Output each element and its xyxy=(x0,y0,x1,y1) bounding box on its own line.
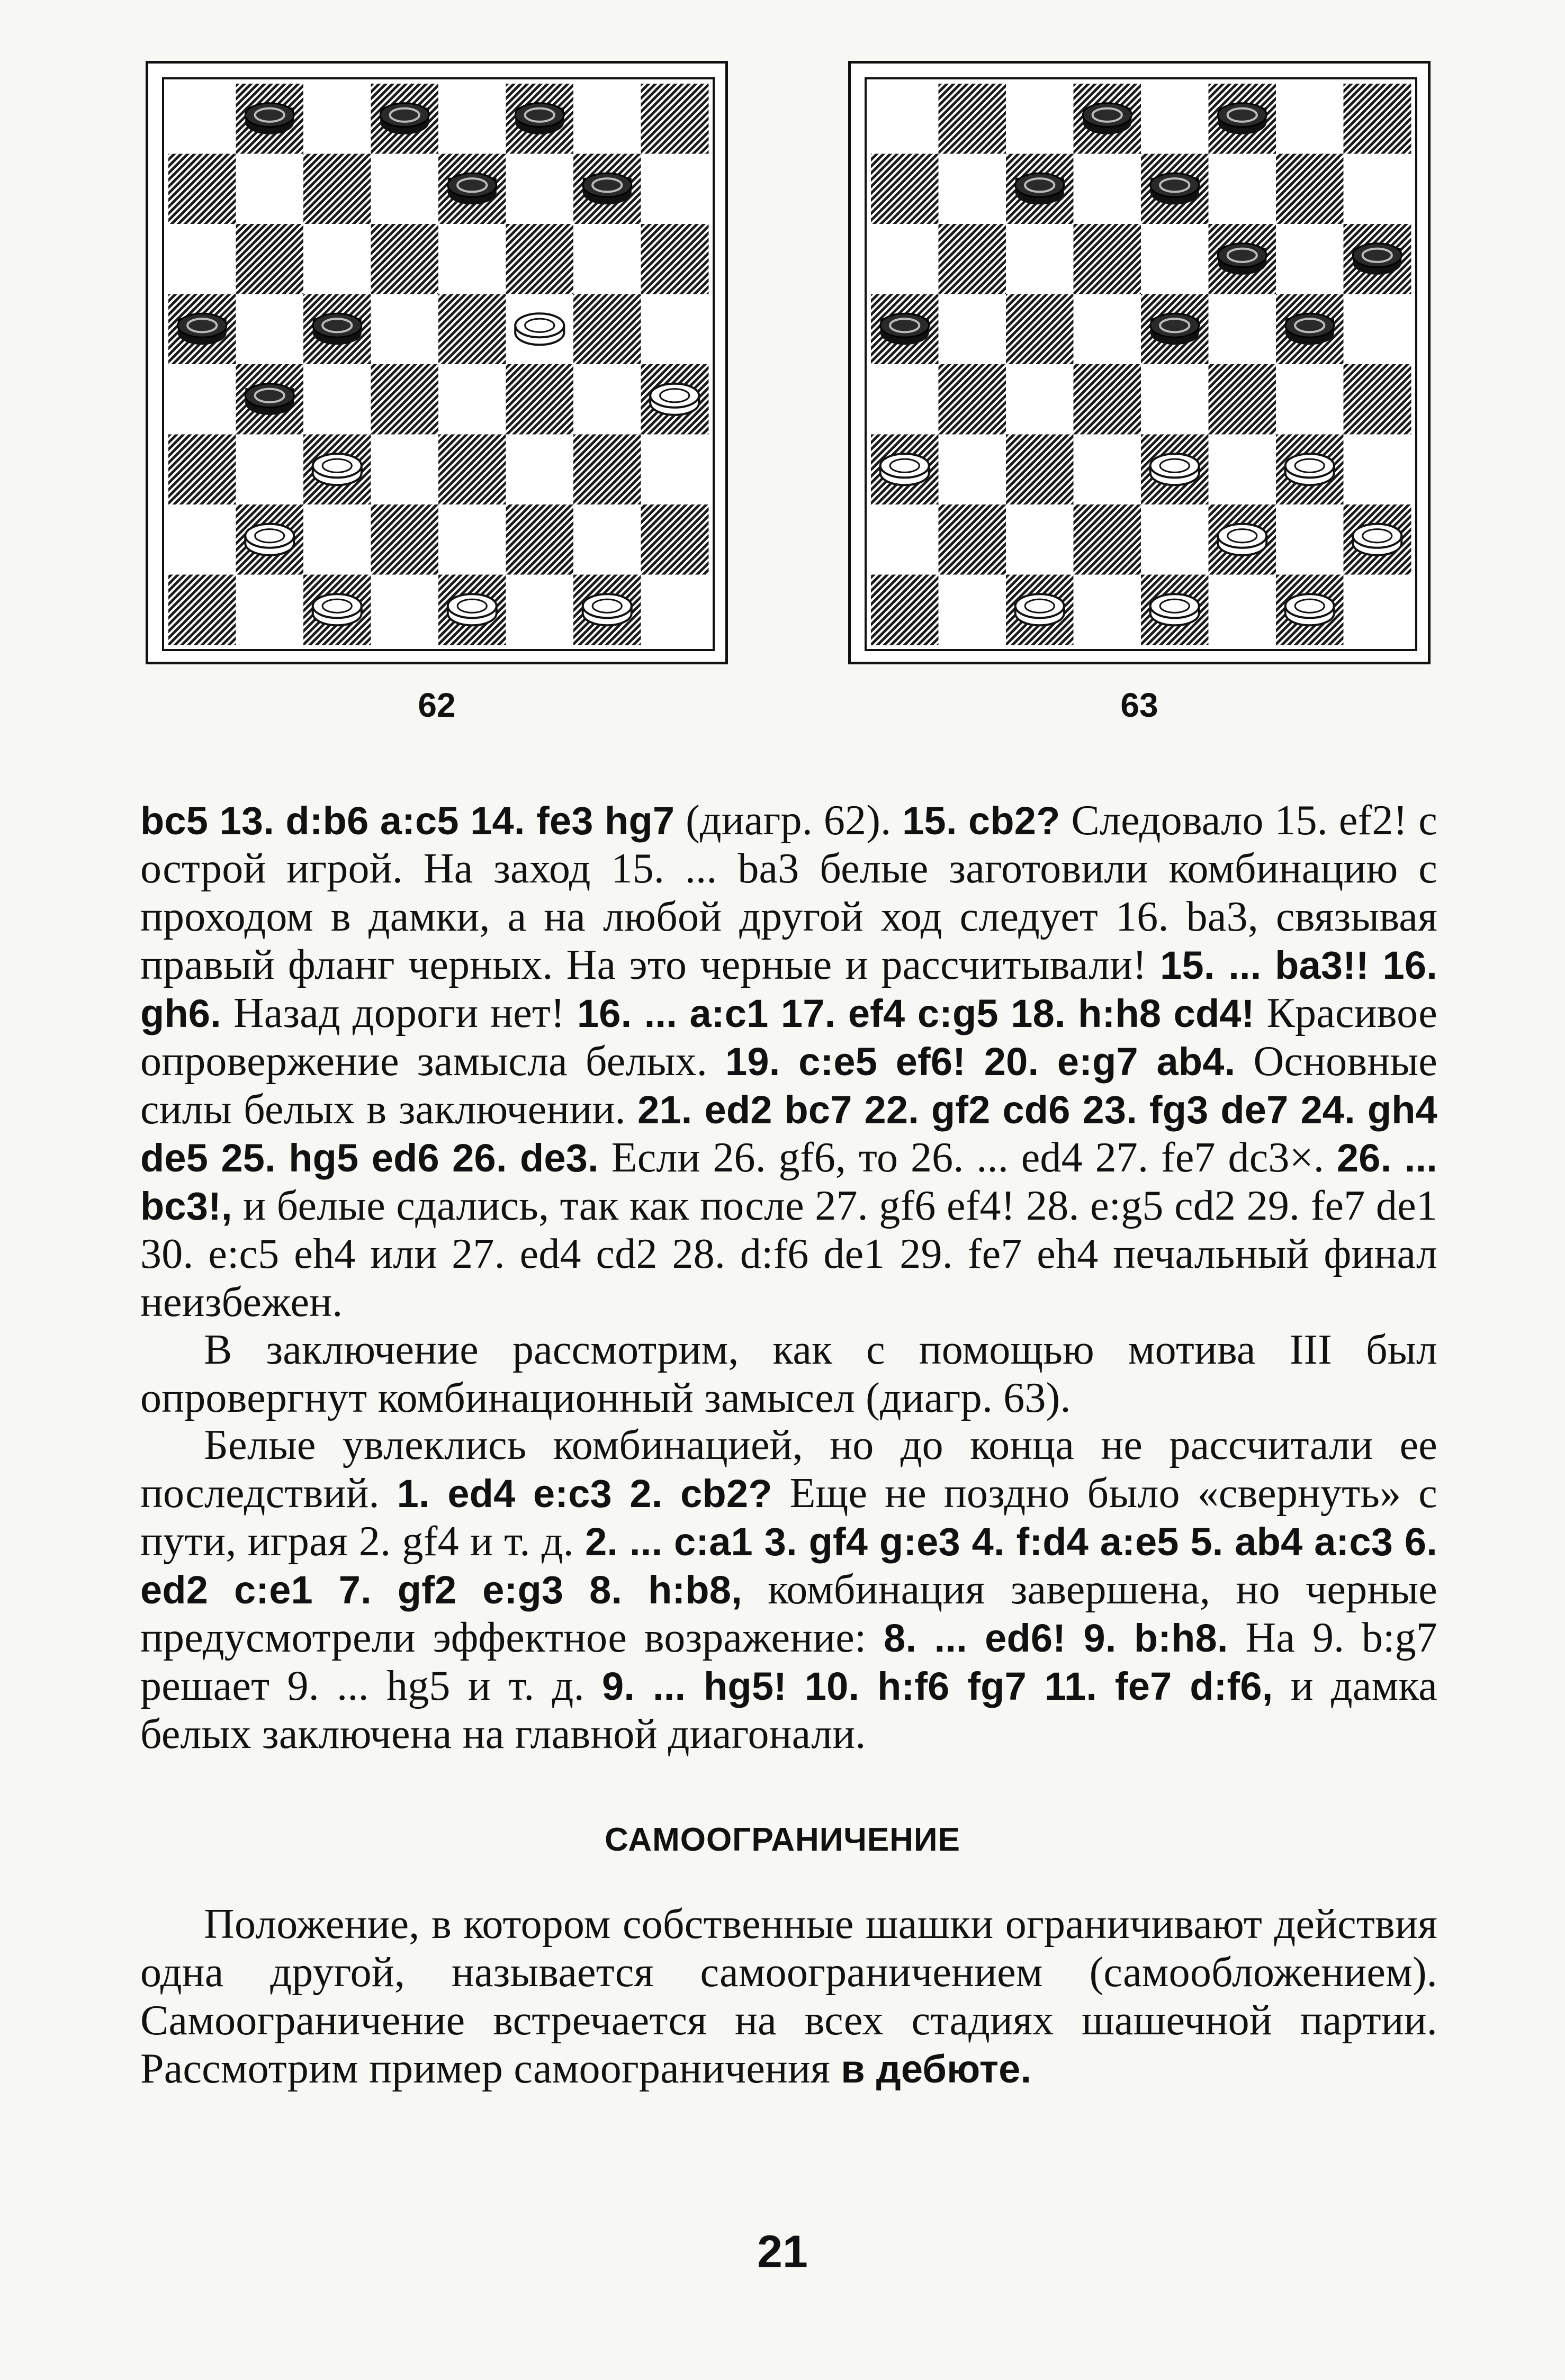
dark-square xyxy=(641,504,709,575)
dark-square xyxy=(1074,364,1141,435)
light-square xyxy=(371,575,439,645)
move-notation: 19. c:e5 ef6! 20. e:g7 ab4. xyxy=(725,1040,1236,1084)
light-square xyxy=(1006,84,1074,154)
light-square xyxy=(573,364,641,435)
dark-square xyxy=(371,224,439,294)
light-square xyxy=(1209,435,1276,505)
white-checker-e3 xyxy=(1150,454,1199,485)
light-square xyxy=(871,364,939,435)
squares xyxy=(168,84,709,645)
black-checker-g5 xyxy=(1285,313,1334,345)
dark-square xyxy=(939,224,1006,294)
light-square xyxy=(1276,504,1344,575)
black-checker-b8 xyxy=(245,103,294,134)
white-checker-g1 xyxy=(1285,594,1334,625)
light-square xyxy=(1344,575,1411,645)
light-square xyxy=(236,435,304,505)
dark-square xyxy=(1276,154,1344,224)
light-square xyxy=(1344,294,1411,365)
light-square xyxy=(303,364,371,435)
black-checker-e5 xyxy=(1150,313,1199,345)
light-square xyxy=(939,154,1006,224)
light-square xyxy=(438,504,506,575)
move-notation: 8. ... ed6! 9. b:h8. xyxy=(884,1616,1228,1660)
light-square xyxy=(939,435,1006,505)
light-square xyxy=(371,154,439,224)
light-square xyxy=(641,575,709,645)
dark-square xyxy=(168,575,236,645)
paragraph-game-analysis xyxy=(140,797,1437,1327)
move-notation: 15. cb2? xyxy=(902,799,1060,843)
text-run: Если 26. gf6, то 26. ... ed4 27. fe7 dc3×. xyxy=(598,1134,1337,1181)
black-checker-f6 xyxy=(1218,244,1266,275)
black-checker-f8 xyxy=(515,103,564,134)
text-run: Белые увлеклись комбинацией, но до конца не рассчитали ее последствий. xyxy=(140,1422,1437,1517)
dark-square xyxy=(1209,364,1276,435)
dark-square xyxy=(168,435,236,505)
light-square xyxy=(506,435,574,505)
text-run: и белые сдались, так как после 27. gf6 ef4! 28. e:g5 cd2 29. fe7 de1 30. e:c5 eh4 или 27. ed4 cd2 28. d:f6 de1 29. fe7 eh4 печальный финал неизбежен. xyxy=(140,1183,1437,1326)
dark-square xyxy=(939,84,1006,154)
light-square xyxy=(303,84,371,154)
light-square xyxy=(573,224,641,294)
black-checker-d8 xyxy=(1083,103,1131,134)
text-run: В заключение рассмотрим, как с помощью мотива III был опровергнут комбинационный замысел (диагр. 63). xyxy=(140,1327,1437,1421)
black-checker-a5 xyxy=(178,313,227,345)
light-square xyxy=(371,435,439,505)
light-square xyxy=(236,154,304,224)
dark-square xyxy=(168,154,236,224)
black-checker-b4 xyxy=(245,384,294,415)
light-square xyxy=(168,364,236,435)
dark-square xyxy=(641,224,709,294)
dark-square xyxy=(939,364,1006,435)
light-square xyxy=(1006,364,1074,435)
light-square xyxy=(1141,84,1209,154)
light-square xyxy=(1344,154,1411,224)
dark-square xyxy=(641,84,709,154)
move-notation: 21. ed2 bc7 22. gf2 cd6 23. fg3 de7 24. gh4 de5 25. hg5 ed6 26. de3. xyxy=(140,1088,1438,1180)
black-checker-g7 xyxy=(583,173,632,204)
light-square xyxy=(573,84,641,154)
white-checker-e1 xyxy=(448,594,497,625)
light-square xyxy=(1209,154,1276,224)
paragraph-self-restriction xyxy=(140,1900,1437,2093)
move-notation: 16. ... a:c1 17. ef4 c:g5 18. h:h8 cd4! xyxy=(577,991,1255,1035)
dark-square xyxy=(573,435,641,505)
black-checker-f8 xyxy=(1218,103,1266,134)
text-run: Следовало 15. ef2! с острой игрой. На заход 15. ... ba3 белые заготовили комбинацию с проходом в дамки, а на любой другой ход следует 16. ba3, связывая правый фланг черных. На это черные и рассчитывали! xyxy=(140,797,1438,988)
light-square xyxy=(168,224,236,294)
dark-square xyxy=(573,294,641,365)
black-checker-h6 xyxy=(1353,244,1401,275)
light-square xyxy=(1074,435,1141,505)
light-square xyxy=(939,294,1006,365)
text-run: Красивое опровержение замысла белых. xyxy=(140,990,1437,1085)
dark-square xyxy=(1074,504,1141,575)
light-square xyxy=(371,294,439,365)
text-run: На 9. b:g7 решает 9. ... hg5 и т. д. xyxy=(140,1615,1438,1709)
light-square xyxy=(1074,294,1141,365)
white-checker-a3 xyxy=(880,454,929,485)
light-square xyxy=(303,504,371,575)
dark-square xyxy=(871,154,939,224)
light-square xyxy=(1276,224,1344,294)
light-square xyxy=(1141,504,1209,575)
move-notation: в дебюте. xyxy=(841,2047,1032,2091)
move-notation: 1. ed4 e:c3 2. cb2? xyxy=(397,1472,772,1516)
move-notation: bc5 13. d:b6 a:c5 14. fe3 hg7 xyxy=(140,799,675,843)
light-square xyxy=(438,224,506,294)
dark-square xyxy=(1344,84,1411,154)
black-checker-c5 xyxy=(313,313,362,345)
dark-square xyxy=(1006,294,1074,365)
dark-square xyxy=(1344,364,1411,435)
paragraph-intro-diagram-63 xyxy=(140,1326,1437,1422)
dark-square xyxy=(303,154,371,224)
move-notation: 2. ... c:a1 3. gf4 g:e3 4. f:d4 a:e5 5. ab4 a:c3 6. ed2 c:e1 7. gf2 e:g3 8. h:b8, xyxy=(140,1520,1437,1612)
white-checker-e1 xyxy=(1150,594,1199,625)
light-square xyxy=(1074,575,1141,645)
black-checker-e7 xyxy=(1150,173,1199,204)
light-square xyxy=(871,504,939,575)
light-square xyxy=(1074,154,1141,224)
black-checker-d8 xyxy=(380,103,429,134)
dark-square xyxy=(871,575,939,645)
dark-square xyxy=(506,504,574,575)
light-square xyxy=(236,575,304,645)
page-number: 21 xyxy=(757,2226,808,2277)
light-square xyxy=(939,575,1006,645)
light-square xyxy=(1276,84,1344,154)
light-square xyxy=(871,84,939,154)
section-title: САМООГРАНИЧЕНИЕ xyxy=(605,1822,960,1858)
dark-square xyxy=(1074,224,1141,294)
light-square xyxy=(168,84,236,154)
white-checker-g3 xyxy=(1285,454,1334,485)
text-run: Еще не поздно было «свернуть» с пути, играя 2. gf4 и т. д. xyxy=(140,1470,1437,1565)
text-run: Положение, в котором собственные шашки ограничивают действия одна другой, называется самоограничением (самообложением). Самоограничение встречается на всех стадиях шашечной партии. Рассмотрим пример самоограничения xyxy=(140,1901,1437,2092)
text-run: комбинация завершена, но черные предусмотрели эффектное возражение: xyxy=(140,1566,1437,1661)
dark-square xyxy=(236,224,304,294)
white-checker-c3 xyxy=(313,454,362,485)
light-square xyxy=(303,224,371,294)
light-square xyxy=(438,84,506,154)
light-square xyxy=(1209,294,1276,365)
light-square xyxy=(641,294,709,365)
light-square xyxy=(641,154,709,224)
diagram-caption: 62 xyxy=(418,686,456,724)
light-square xyxy=(1006,224,1074,294)
white-checker-c1 xyxy=(1015,594,1064,625)
light-square xyxy=(573,504,641,575)
text-run: и дамка белых заключена на главной диагонали. xyxy=(140,1663,1437,1757)
light-square xyxy=(438,364,506,435)
text-run: (диагр. 62). xyxy=(674,797,903,844)
light-square xyxy=(168,504,236,575)
move-notation: 26. ... bc3!, xyxy=(140,1136,1437,1228)
squares xyxy=(871,84,1411,645)
white-checker-b2 xyxy=(245,524,294,555)
checkers-board xyxy=(146,61,728,664)
light-square xyxy=(1141,364,1209,435)
light-square xyxy=(1344,435,1411,505)
text-run: Назад дороги нет! xyxy=(221,990,577,1036)
light-square xyxy=(506,154,574,224)
white-checker-h2 xyxy=(1353,524,1401,555)
light-square xyxy=(1141,224,1209,294)
dark-square xyxy=(506,224,574,294)
white-checker-c1 xyxy=(313,594,362,625)
white-checker-f2 xyxy=(1218,524,1266,555)
paragraph-combination xyxy=(140,1421,1437,1759)
light-square xyxy=(506,575,574,645)
checkers-board xyxy=(848,61,1431,664)
light-square xyxy=(871,224,939,294)
black-checker-e7 xyxy=(448,173,497,204)
black-checker-a5 xyxy=(880,313,929,345)
light-square xyxy=(1209,575,1276,645)
dark-square xyxy=(438,435,506,505)
white-checker-h4 xyxy=(650,384,699,415)
white-checker-g1 xyxy=(583,594,632,625)
board-svg xyxy=(148,64,725,662)
dark-square xyxy=(438,294,506,365)
light-square xyxy=(641,435,709,505)
light-square xyxy=(236,294,304,365)
move-notation: 15. ... ba3!! 16. gh6. xyxy=(140,943,1437,1035)
move-notation: 9. ... hg5! 10. h:f6 fg7 11. fe7 d:f6, xyxy=(602,1664,1273,1708)
text-run: Основные силы белых в заключении. xyxy=(140,1038,1437,1133)
light-square xyxy=(1006,504,1074,575)
black-checker-c7 xyxy=(1015,173,1064,204)
dark-square xyxy=(506,364,574,435)
dark-square xyxy=(1006,435,1074,505)
dark-square xyxy=(371,364,439,435)
dark-square xyxy=(939,504,1006,575)
board-svg xyxy=(851,64,1428,662)
white-checker-f5 xyxy=(515,313,564,345)
dark-square xyxy=(371,504,439,575)
diagram-caption: 63 xyxy=(1120,686,1158,724)
light-square xyxy=(1276,364,1344,435)
